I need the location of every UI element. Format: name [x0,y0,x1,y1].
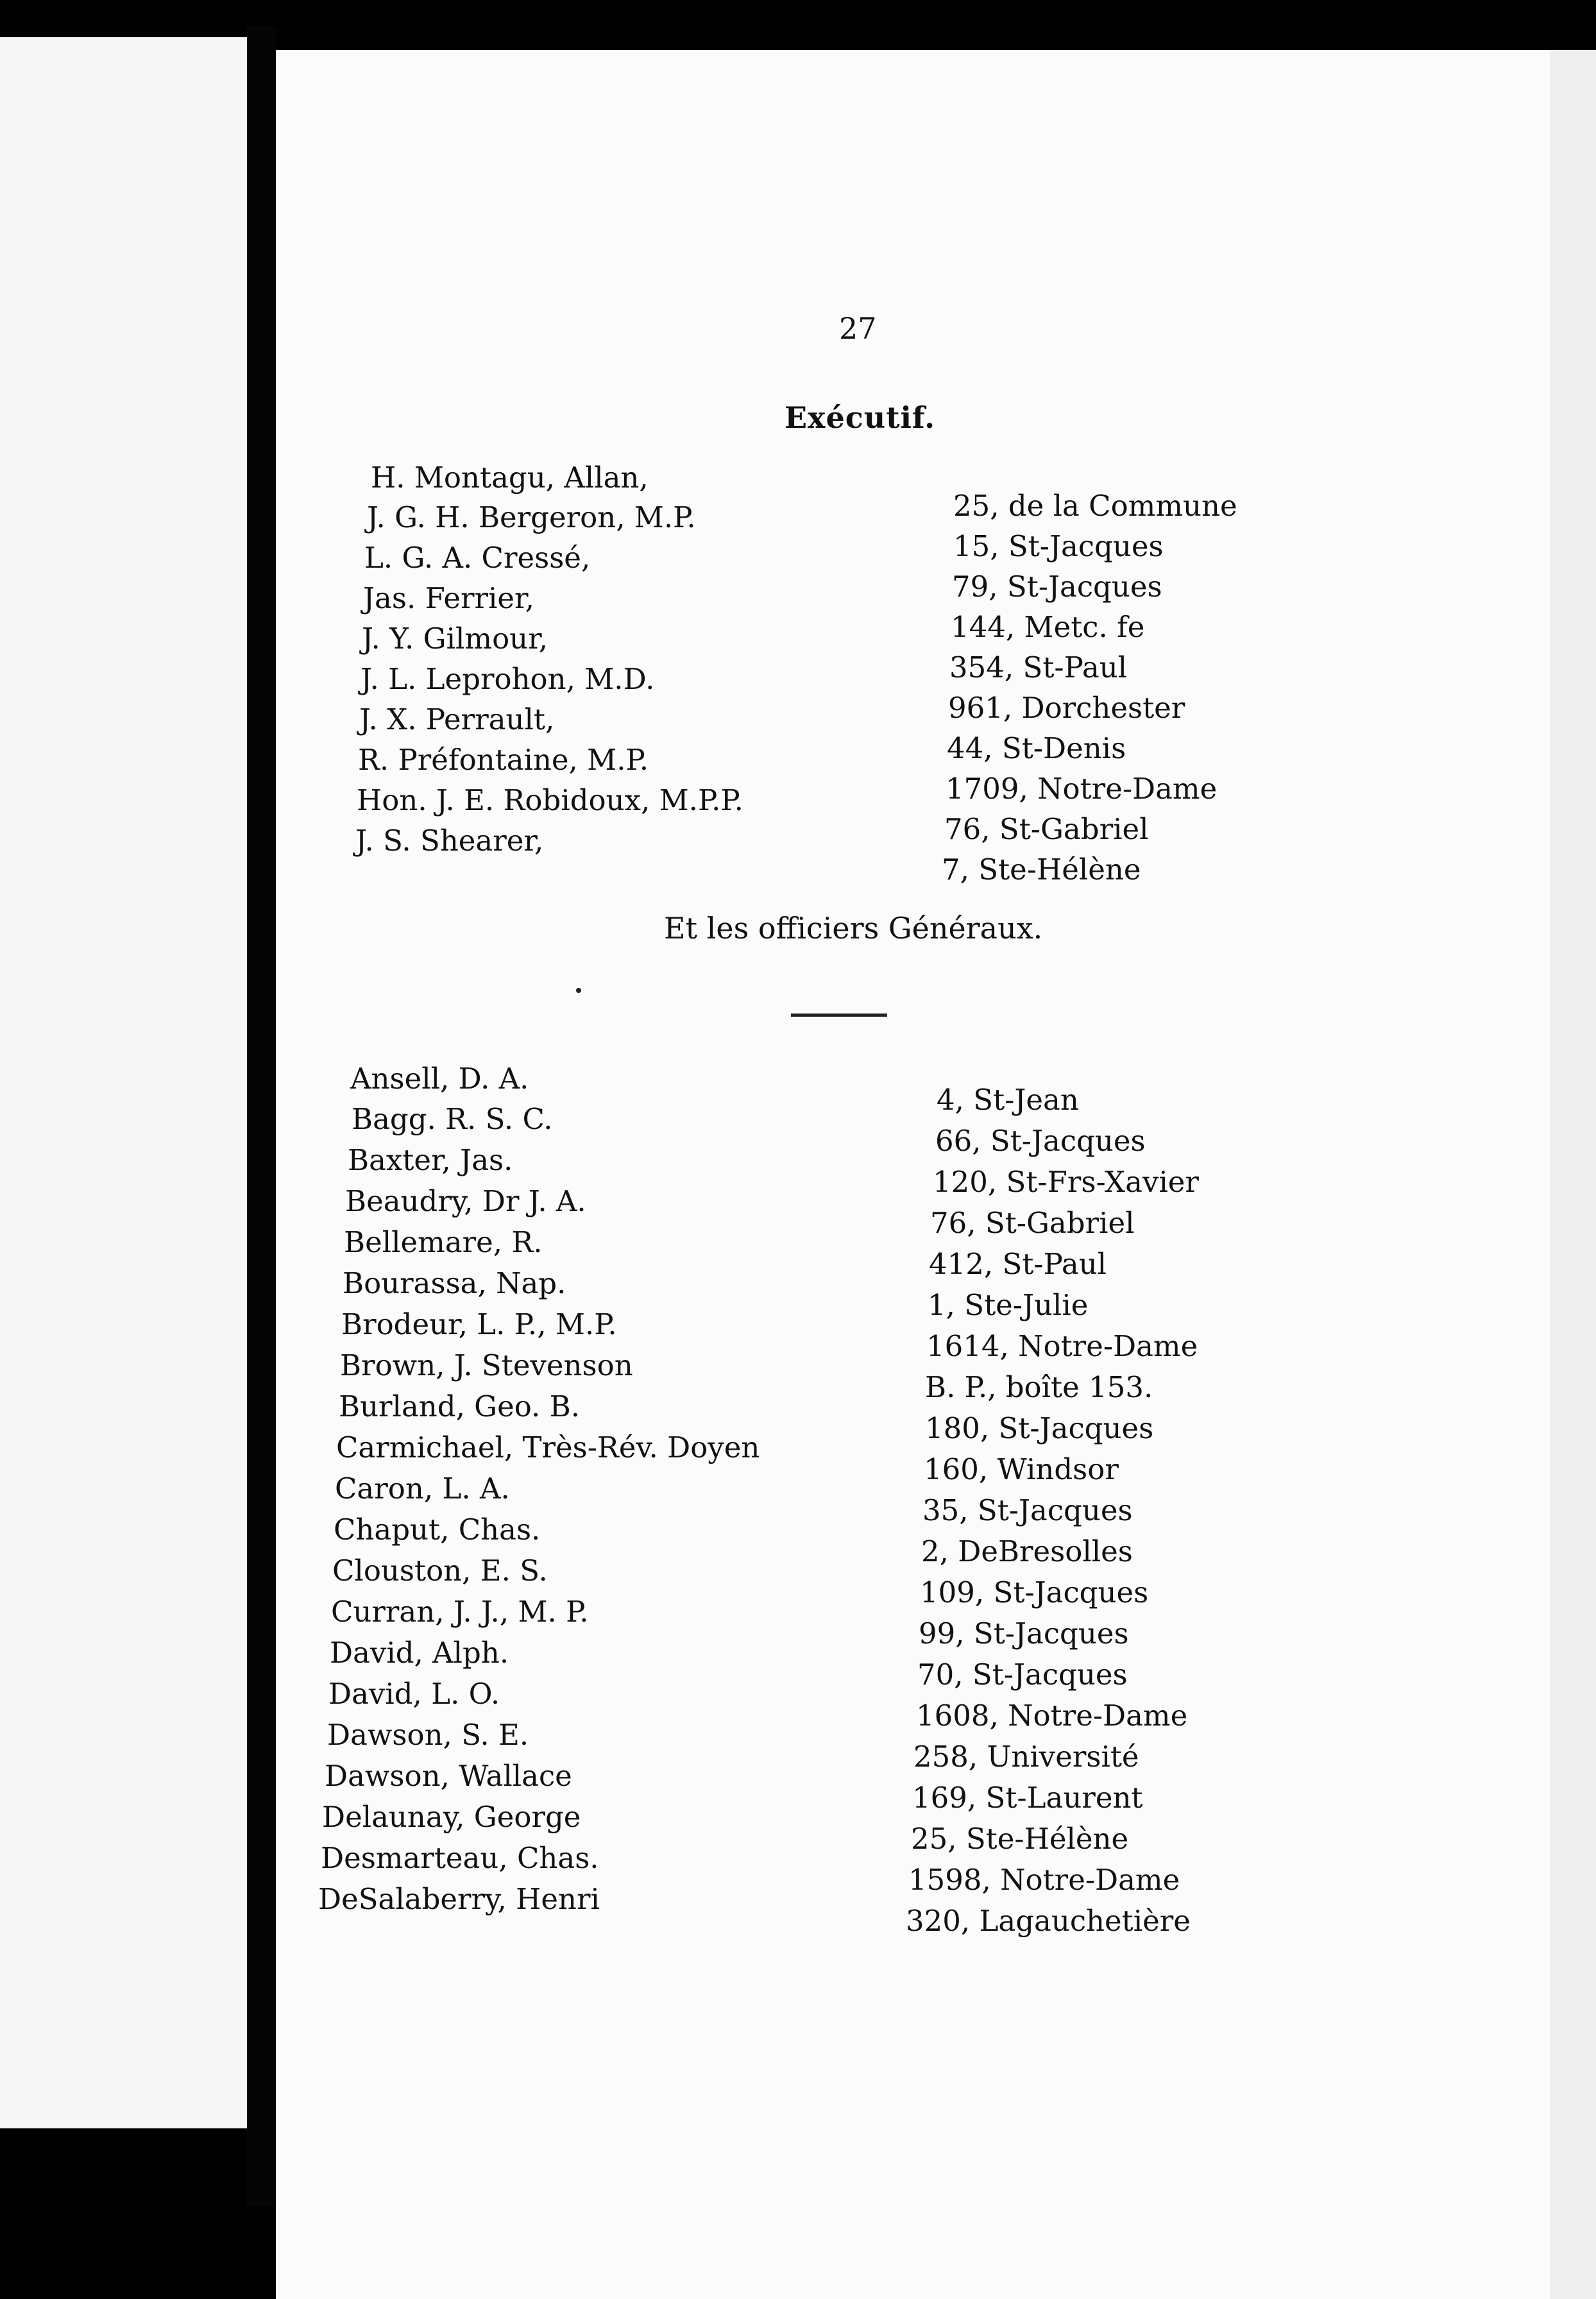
executive-address: 354, St-Paul [949,650,1128,684]
executive-name: J. Y. Gilmour, [362,622,548,656]
executive-name: J. L. Leprohon, M.D. [361,662,655,696]
member-name: David, Alph. [330,1636,509,1670]
member-address: 258, Université [913,1740,1139,1774]
executive-name: J. S. Shearer, [355,824,544,858]
member-name: Carmichael, Très-Rév. Doyen [336,1430,760,1464]
member-address: 120, St-Frs-Xavier [933,1165,1199,1199]
executive-name: J. G. H. Bergeron, M.P. [367,500,696,534]
member-address: 4, St-Jean [937,1083,1079,1117]
member-name: Bagg. R. S. C. [352,1102,553,1136]
member-name: Bellemare, R. [344,1225,543,1259]
member-name: Dawson, S. E. [327,1718,529,1752]
printed-dot [576,988,581,993]
executive-address: 7, Ste-Hélène [942,853,1141,887]
member-address: 66, St-Jacques [935,1124,1146,1158]
member-name: Dawson, Wallace [325,1759,572,1793]
member-name: Clouston, E. S. [332,1554,548,1588]
executive-address: 79, St-Jacques [952,570,1162,604]
executive-address: 1709, Notre-Dame [946,772,1218,806]
member-name: Ansell, D. A. [350,1062,529,1096]
member-address: 1, Ste-Julie [928,1288,1089,1322]
book-spine [247,26,276,2207]
member-address: 109, St-Jacques [920,1575,1149,1609]
section-title: Exécutif. [785,400,936,435]
member-address: 35, St-Jacques [922,1493,1133,1527]
member-address: 1598, Notre-Dame [908,1863,1180,1897]
member-name: Caron, L. A. [335,1472,510,1506]
member-address: 180, St-Jacques [925,1411,1154,1445]
section-divider [791,1014,887,1017]
member-name: Curran, J. J., M. P. [331,1595,589,1629]
member-name: Bourassa, Nap. [343,1266,566,1300]
executive-name: L. G. A. Cressé, [364,541,591,575]
member-address: 1614, Notre-Dame [926,1329,1198,1363]
member-address: 1608, Notre-Dame [916,1699,1188,1733]
member-name: Brown, J. Stevenson [340,1348,633,1382]
executive-address: 144, Metc. fe [951,610,1145,644]
member-address: 412, St-Paul [929,1247,1107,1281]
executive-address: 44, St-Denis [947,731,1126,765]
executive-name: R. Préfontaine, M.P. [358,743,649,777]
member-name: Brodeur, L. P., M.P. [341,1307,617,1341]
member-name: DeSalaberry, Henri [318,1882,600,1916]
member-name: Burland, Geo. B. [339,1389,581,1423]
right-page-edge [1550,50,1596,2299]
member-address: 99, St-Jacques [919,1616,1129,1650]
executive-address: 961, Dorchester [948,691,1185,725]
member-name: Desmarteau, Chas. [321,1841,599,1875]
executive-address: 25, de la Commune [953,489,1237,523]
member-name: Beaudry, Dr J. A. [345,1184,586,1218]
executive-name: Jas. Ferrier, [363,581,534,615]
executive-name: H. Montagu, Allan, [371,461,649,495]
member-name: Baxter, Jas. [348,1143,513,1177]
member-address: 25, Ste-Hélène [911,1822,1129,1856]
member-address: 320, Lagauchetière [906,1904,1191,1938]
member-name: Delaunay, George [322,1800,581,1834]
member-address: 2, DeBresolles [921,1534,1133,1568]
executive-name: J. X. Perrault, [359,702,555,736]
member-address: 70, St-Jacques [917,1658,1128,1692]
executive-address: 76, St-Gabriel [944,812,1149,846]
member-address: 76, St-Gabriel [930,1206,1135,1240]
page-number: 27 [839,311,877,346]
officers-line: Et les officiers Généraux. [664,911,1043,946]
executive-name: Hon. J. E. Robidoux, M.P.P. [357,783,743,817]
member-name: Chaput, Chas. [334,1513,541,1547]
member-name: David, L. O. [328,1677,500,1711]
member-address: B. P., boîte 153. [925,1370,1153,1404]
executive-address: 15, St-Jacques [953,529,1164,563]
member-address: 160, Windsor [924,1452,1119,1486]
member-address: 169, St-Laurent [912,1781,1143,1815]
left-page [0,37,247,2128]
